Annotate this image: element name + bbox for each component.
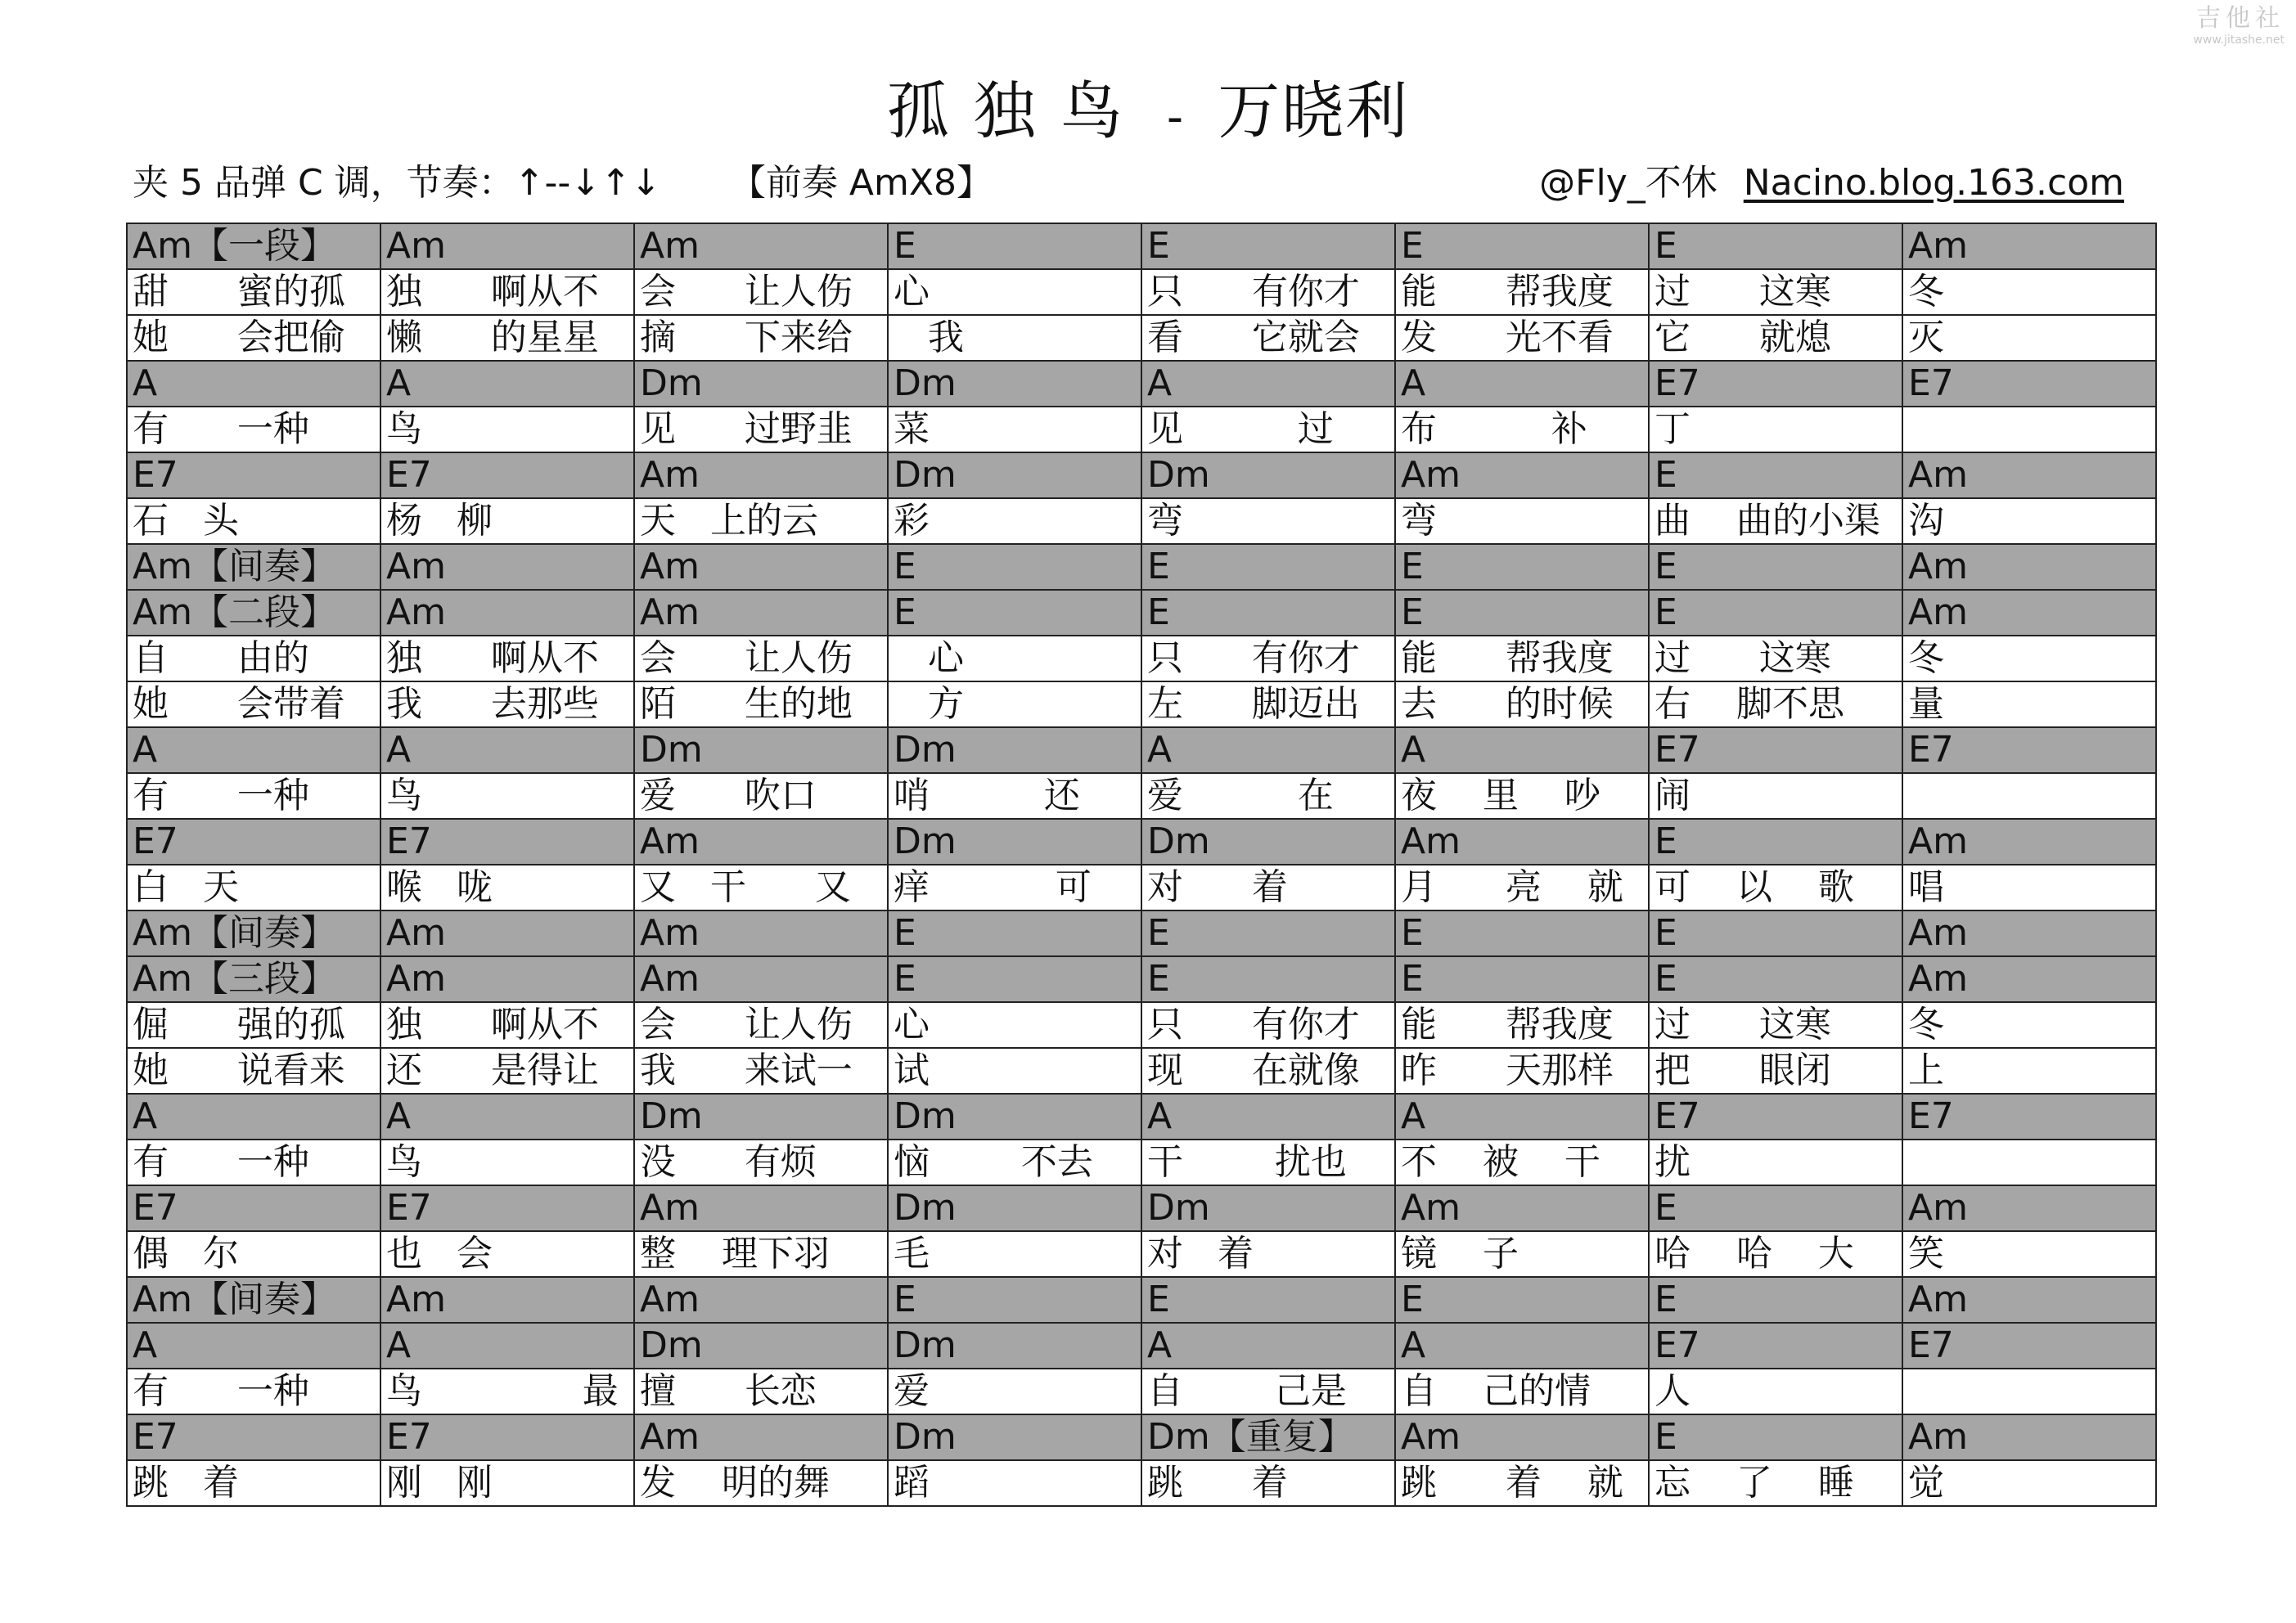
lyric-row [127,1369,2156,1414]
chord-cell: Am [634,956,888,1002]
chord-cell: Dm [634,1323,888,1369]
title-dash: - [1166,91,1184,144]
chord-cell: E [1141,544,1395,590]
chord-cell: Dm [888,1185,1141,1231]
lyric-cell: 陌 生的地 [634,681,888,727]
lyric-cell: 会 让人伤 [634,269,888,315]
lyric-cell: 能 帮我度 [1395,636,1649,681]
lyric-cell: 布 补 [1395,407,1649,452]
song-title [0,70,2296,159]
lyric-cell: 能 帮我度 [1395,269,1649,315]
chord-cell: E7 [1902,1094,2156,1140]
lyric-row [127,773,2156,819]
lyric-cell: 自 由的 [127,636,380,681]
chord-cell: E [888,223,1141,269]
chord-cell: Am【一段】 [127,223,380,269]
lyric-cell: 石 头 [127,498,380,544]
lyric-row [127,407,2156,452]
chord-cell: E7 [1649,727,1902,773]
chord-cell: A [380,1323,634,1369]
lyric-cell: 冬 [1902,636,2156,681]
lyric-cell: 她 会带着 [127,681,380,727]
chord-cell: E7 [127,819,380,865]
chord-cell: E [1649,544,1902,590]
chord-cell: Am [1902,1414,2156,1460]
chord-cell: A [1141,1323,1395,1369]
lyric-cell: 把 眼闭 [1649,1048,1902,1094]
chord-cell: Dm [634,1094,888,1140]
chord-cell: Dm [1141,819,1395,865]
lyric-cell: 刚 刚 [380,1460,634,1506]
lyric-cell: 她 会把偷 [127,315,380,361]
lyric-row [127,1048,2156,1094]
watermark-url: www.jitashe.net [2193,34,2285,47]
chord-cell: A [127,727,380,773]
chord-cell: Dm [1141,1185,1395,1231]
chord-cell: E [1141,956,1395,1002]
chord-cell: E [1649,910,1902,956]
chord-cell: E7 [1902,361,2156,407]
lyric-cell: 去 的时候 [1395,681,1649,727]
lyric-cell: 跳 着 就 [1395,1460,1649,1506]
lyric-cell: 我 去那些 [380,681,634,727]
lyric-cell: 痒 可 [888,865,1141,910]
chord-cell: A [1141,361,1395,407]
lyric-cell: 过 这寒 [1649,269,1902,315]
lyric-cell: 鸟 [380,407,634,452]
chord-cell: E [888,590,1141,636]
chord-cell: E7 [127,1185,380,1231]
chord-cell: A [1395,727,1649,773]
lyric-cell: 白 天 [127,865,380,910]
chord-cell: Am [1902,1185,2156,1231]
chord-cell: Dm [888,361,1141,407]
chord-cell: Am【二段】 [127,590,380,636]
lyric-cell: 哨 还 [888,773,1141,819]
lyric-cell: 摘 下来给 [634,315,888,361]
lyric-cell: 我 [888,315,1141,361]
lyric-cell: 天 上的云 [634,498,888,544]
lyric-cell: 现 在就像 [1141,1048,1395,1094]
chord-cell: Am [1902,910,2156,956]
chord-row [127,910,2156,956]
chord-cell: E7 [127,1414,380,1460]
chord-row [127,223,2156,269]
chord-cell: Am [380,1277,634,1323]
chord-row [127,1185,2156,1231]
chord-cell: A [1395,1323,1649,1369]
lyric-cell: 忘 了 睡 [1649,1460,1902,1506]
chord-cell: E [888,910,1141,956]
chord-cell: E [888,544,1141,590]
lyric-cell: 整 理下羽 [634,1231,888,1277]
lyric-cell: 觉 [1902,1460,2156,1506]
chord-cell: Am [1902,223,2156,269]
lyric-cell [1902,407,2156,452]
lyric-cell: 弯 [1395,498,1649,544]
lyric-cell: 对 着 [1141,1231,1395,1277]
lyric-cell: 有 一种 [127,1140,380,1185]
lyric-cell: 鸟 [380,773,634,819]
chord-cell: E [1649,452,1902,498]
lyric-cell: 还 是得让 [380,1048,634,1094]
lyric-cell: 喉 咙 [380,865,634,910]
chord-cell: Am [1395,819,1649,865]
lyric-cell: 能 帮我度 [1395,1002,1649,1048]
lyric-cell: 自 己的情 [1395,1369,1649,1414]
lyric-cell: 偶 尔 [127,1231,380,1277]
chord-cell: Dm [888,727,1141,773]
lyric-cell: 夜 里 吵 [1395,773,1649,819]
lyric-row [127,498,2156,544]
lyric-row [127,269,2156,315]
chord-cell: A [127,1094,380,1140]
chord-cell: Am [1395,1185,1649,1231]
watermark [2193,4,2285,47]
lyric-cell: 有 一种 [127,773,380,819]
lyric-cell: 昨 天那样 [1395,1048,1649,1094]
lyric-cell [1902,1140,2156,1185]
lyric-cell: 有 一种 [127,1369,380,1414]
watermark-name: 吉他社 [2196,4,2285,33]
lyric-cell: 试 [888,1048,1141,1094]
chord-sheet-table [126,223,2157,1507]
chord-cell: Dm [888,452,1141,498]
lyric-cell: 扰 [1649,1140,1902,1185]
lyric-cell: 爱 在 [1141,773,1395,819]
lyric-cell: 又 干 又 [634,865,888,910]
chord-cell: Dm [888,1094,1141,1140]
lyric-cell: 干 扰也 [1141,1140,1395,1185]
chord-row [127,1323,2156,1369]
chord-cell: E [1649,1414,1902,1460]
lyric-cell: 彩 [888,498,1141,544]
chord-row [127,727,2156,773]
chord-cell: Dm【重复】 [1141,1414,1395,1460]
lyric-cell: 它 就熄 [1649,315,1902,361]
chord-cell: E [1395,590,1649,636]
lyric-cell: 有 一种 [127,407,380,452]
chord-cell: Am [634,544,888,590]
lyric-cell: 不 被 干 [1395,1140,1649,1185]
chord-cell: E7 [1902,1323,2156,1369]
lyric-cell: 跳 着 [1141,1460,1395,1506]
lyric-cell: 上 [1902,1048,2156,1094]
chord-cell: Am [634,819,888,865]
chord-cell: E [888,1277,1141,1323]
chord-cell: A [380,1094,634,1140]
lyric-cell: 独 啊从不 [380,636,634,681]
blog-link[interactable]: Nacino.blog.163.com [1743,162,2124,204]
chord-cell: Dm [634,361,888,407]
lyric-row [127,865,2156,910]
lyric-cell: 心 [888,269,1141,315]
chord-row [127,544,2156,590]
chord-cell: A [1395,1094,1649,1140]
lyric-cell: 心 [888,1002,1141,1048]
author-name: @Fly_不休 [1539,162,1717,204]
lyric-cell: 过 这寒 [1649,1002,1902,1048]
chord-cell: Am [1902,544,2156,590]
chord-cell: Am [1395,1414,1649,1460]
lyric-cell: 弯 [1141,498,1395,544]
lyric-cell: 甜 蜜的孤 [127,269,380,315]
chord-row [127,1094,2156,1140]
chord-cell: Dm [634,727,888,773]
lyric-cell: 鸟 [380,1140,634,1185]
chord-cell: Am [1395,452,1649,498]
lyric-cell: 哈 哈 大 [1649,1231,1902,1277]
intro-text: 【前奏 AmX8】 [729,162,993,204]
lyric-cell: 擅 长恋 [634,1369,888,1414]
chord-cell: E7 [380,819,634,865]
lyric-cell: 蹈 [888,1460,1141,1506]
lyric-cell: 曲 曲的小渠 [1649,498,1902,544]
chord-cell: Am [634,910,888,956]
chord-cell: Am [634,1414,888,1460]
chord-cell: E [1141,910,1395,956]
lyric-cell: 闹 [1649,773,1902,819]
lyric-cell: 毛 [888,1231,1141,1277]
chord-cell: E [1141,223,1395,269]
lyric-cell: 鸟 最 [380,1369,634,1414]
chord-cell: E [1649,1185,1902,1231]
chord-cell: A [380,727,634,773]
chord-cell: Am [634,1185,888,1231]
lyric-cell: 笑 [1902,1231,2156,1277]
lyric-cell: 见 过野韭 [634,407,888,452]
lyric-cell: 冬 [1902,269,2156,315]
chord-row [127,1277,2156,1323]
chord-cell: E [888,956,1141,1002]
lyric-cell: 懒 的星星 [380,315,634,361]
lyric-cell: 独 啊从不 [380,1002,634,1048]
chord-cell: E7 [127,452,380,498]
chord-cell: E [1649,819,1902,865]
lyric-cell [1902,1369,2156,1414]
chord-cell: E [1649,223,1902,269]
lyric-cell: 恼 不去 [888,1140,1141,1185]
chord-cell: Dm [888,1323,1141,1369]
chord-cell: A [1395,361,1649,407]
chord-cell: A [1141,727,1395,773]
chord-cell: Am【间奏】 [127,910,380,956]
lyric-cell: 菜 [888,407,1141,452]
chord-cell: Am [634,590,888,636]
lyric-cell: 唱 [1902,865,2156,910]
chord-cell: A [380,361,634,407]
lyric-row [127,315,2156,361]
chord-cell: E7 [1649,361,1902,407]
lyric-cell: 对 着 [1141,865,1395,910]
chord-cell: E7 [380,452,634,498]
chord-row [127,819,2156,865]
chord-cell: Dm [888,819,1141,865]
lyric-cell: 我 来试一 [634,1048,888,1094]
chord-cell: Am [380,544,634,590]
chord-cell: A [127,1323,380,1369]
chord-row [127,452,2156,498]
lyric-cell: 独 啊从不 [380,269,634,315]
chord-cell: E [1649,1277,1902,1323]
chord-cell: Am [380,223,634,269]
author-info [1539,157,2124,209]
chord-cell: E7 [1902,727,2156,773]
song-name: 孤独鸟 [886,74,1147,147]
lyric-cell: 发 明的舞 [634,1460,888,1506]
chord-cell: E [1395,910,1649,956]
lyric-cell: 爱 吹口 [634,773,888,819]
chord-cell: Am [380,590,634,636]
lyric-cell: 倔 强的孤 [127,1002,380,1048]
chord-cell: Am【间奏】 [127,1277,380,1323]
chord-row [127,361,2156,407]
lyric-cell: 量 [1902,681,2156,727]
chord-cell: Am [380,910,634,956]
chord-cell: Am [1902,819,2156,865]
lyric-cell: 没 有烦 [634,1140,888,1185]
chord-cell: E [1395,544,1649,590]
chord-cell: E [1141,1277,1395,1323]
lyric-cell: 只 有你才 [1141,636,1395,681]
chord-cell: E7 [1649,1094,1902,1140]
lyric-cell: 灭 [1902,315,2156,361]
lyric-cell: 发 光不看 [1395,315,1649,361]
chord-cell: E7 [380,1185,634,1231]
lyric-cell: 沟 [1902,498,2156,544]
chord-row [127,590,2156,636]
lyric-row [127,636,2156,681]
chord-cell: E [1395,956,1649,1002]
chord-cell: E [1395,223,1649,269]
lyric-cell: 看 它就会 [1141,315,1395,361]
lyric-row [127,681,2156,727]
chord-cell: E [1395,1277,1649,1323]
artist-name: 万晓利 [1218,74,1410,147]
lyric-row [127,1002,2156,1048]
lyric-cell: 见 过 [1141,407,1395,452]
chord-cell: E7 [380,1414,634,1460]
lyric-cell [1902,773,2156,819]
lyric-cell: 也 会 [380,1231,634,1277]
lyric-cell: 跳 着 [127,1460,380,1506]
lyric-row [127,1140,2156,1185]
lyric-cell: 只 有你才 [1141,269,1395,315]
lyric-cell: 自 己是 [1141,1369,1395,1414]
lyric-cell: 会 让人伤 [634,1002,888,1048]
chord-cell: E7 [1649,1323,1902,1369]
lyric-cell: 只 有你才 [1141,1002,1395,1048]
lyric-cell: 镜 子 [1395,1231,1649,1277]
chord-row [127,956,2156,1002]
chord-cell: Am [634,223,888,269]
chord-cell: Am【间奏】 [127,544,380,590]
chord-cell: A [1141,1094,1395,1140]
chord-cell: A [127,361,380,407]
lyric-cell: 丁 [1649,407,1902,452]
chord-cell: Am [1902,956,2156,1002]
lyric-cell: 右 脚不思 [1649,681,1902,727]
chord-cell: E [1141,590,1395,636]
lyric-row [127,1231,2156,1277]
lyric-cell: 冬 [1902,1002,2156,1048]
lyric-cell: 爱 [888,1369,1141,1414]
lyric-row [127,1460,2156,1506]
lyric-cell: 心 [888,636,1141,681]
lyric-cell: 可 以 歌 [1649,865,1902,910]
chord-cell: E [1649,590,1902,636]
chord-cell: Am [380,956,634,1002]
chord-row [127,1414,2156,1460]
chord-cell: Dm [888,1414,1141,1460]
play-info [133,157,993,209]
chord-cell: Am【三段】 [127,956,380,1002]
lyric-cell: 过 这寒 [1649,636,1902,681]
chord-cell: Dm [1141,452,1395,498]
chord-cell: Am [1902,1277,2156,1323]
chord-cell: Am [1902,452,2156,498]
capo-rhythm-text: 夹 5 品弹 C 调，节奏：↑--↓↑↓ [133,162,661,204]
lyric-cell: 会 让人伤 [634,636,888,681]
chord-cell: Am [1902,590,2156,636]
lyric-cell: 人 [1649,1369,1902,1414]
lyric-cell: 左 脚迈出 [1141,681,1395,727]
lyric-cell: 月 亮 就 [1395,865,1649,910]
lyric-cell: 她 说看来 [127,1048,380,1094]
chord-cell: E [1649,956,1902,1002]
lyric-cell: 方 [888,681,1141,727]
lyric-cell: 杨 柳 [380,498,634,544]
chord-cell: Am [634,1277,888,1323]
chord-cell: Am [634,452,888,498]
